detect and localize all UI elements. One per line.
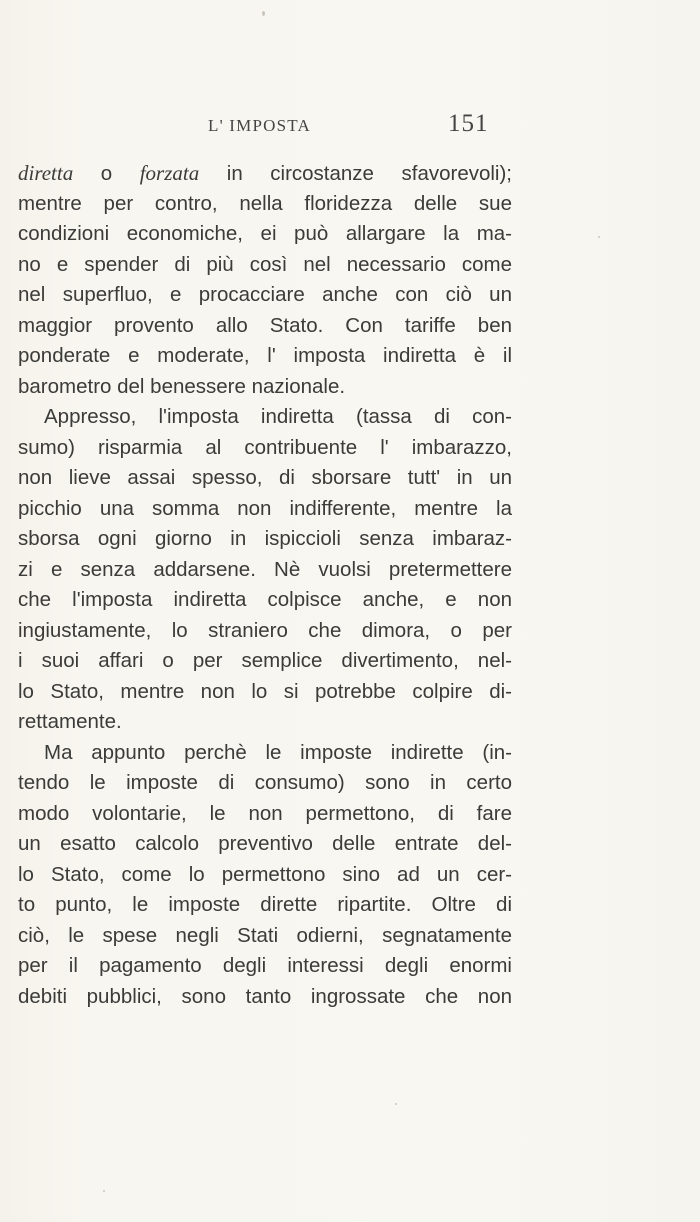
text-line [18,341,512,372]
text-line [18,494,512,525]
text-run: nel superfluo, e procacciare anche con ciò un [18,283,512,306]
text-line [18,890,512,921]
italic-word: forzata [139,161,200,185]
text-run: ingiustamente, lo straniero che dimora, o per [18,618,512,642]
text-run: zi e senza addarsene. Nè vuolsi pretermettere [18,557,512,581]
text-line [18,768,512,799]
text-line [18,250,512,281]
italic-word: diretta [18,161,74,185]
text-run: maggior provento allo Stato. Con tariffe ben [18,313,512,337]
text-run: rettamente. [18,710,122,733]
text-line [18,402,512,433]
text-run: to punto, le imposte dirette ripartite. Oltre di [18,893,512,916]
text-line [18,951,512,982]
text-run: per il pagamento degli interessi degli enormi [18,954,512,977]
text-run: Ma appunto perchè le imposte indirette (in- [44,740,512,764]
text-line [18,372,512,403]
body-text [18,158,512,1012]
text-run: debiti pubblici, sono tanto ingrossate che non [18,984,512,1008]
text-run: lo Stato, come lo permettono sino ad un cer- [18,862,512,886]
text-run: ciò, le spese negli Stati odierni, segnatamente [18,923,512,947]
text-run: che l'imposta indiretta colpisce anche, e non [18,588,512,611]
text-line [18,219,512,250]
text-run: sborsa ogni giorno in ispiccioli senza imbaraz- [18,527,512,550]
text-run: un esatto calcolo preventivo delle entrate del- [18,832,512,855]
paragraph [18,402,512,738]
paper-speck [598,236,600,238]
paragraph [18,158,512,402]
text-run: tendo le imposte di consumo) sono in certo [18,771,512,794]
text-line [18,646,512,677]
text-run: condizioni economiche, ei può allargare la ma- [18,222,512,245]
text-line [18,555,512,586]
text-run: barometro del benessere nazionale. [18,374,346,398]
text-run: lo Stato, mentre non lo si potrebbe colpire di- [18,679,512,703]
text-line [18,707,512,738]
text-line [18,158,512,189]
text-line [18,829,512,860]
text-line [18,311,512,342]
text-line [18,280,512,311]
text-run: Appresso, l'imposta indiretta (tassa di con- [44,405,512,428]
text-run: o [73,162,140,185]
text-run: in circostanze sfavorevoli); [199,162,513,185]
text-line [18,616,512,647]
text-line [18,921,512,952]
text-line [18,982,512,1013]
text-run: modo volontarie, le non permettono, di fare [18,801,512,825]
text-line [18,189,512,220]
text-run: sumo) risparmia al contribuente l' imbarazzo, [18,435,512,459]
text-line [18,738,512,769]
paper-speck [103,1190,105,1192]
text-run: no e spender di più così nel necessario come [18,252,512,276]
paper-speck [262,11,265,16]
paragraph [18,738,512,1013]
text-run: picchio una somma non indifferente, mentre la [18,496,512,520]
text-line [18,463,512,494]
page-number: 151 [448,110,489,137]
text-run: mentre per contro, nella floridezza delle sue [18,191,512,215]
paper-speck [395,1103,397,1105]
text-line [18,433,512,464]
text-line [18,524,512,555]
running-title: L' IMPOSTA [208,116,311,135]
text-line [18,585,512,616]
running-head [0,110,700,140]
text-line [18,677,512,708]
text-run: ponderate e moderate, l' imposta indiretta è il [18,344,512,367]
text-line [18,799,512,830]
text-line [18,860,512,891]
text-run: non lieve assai spesso, di sborsare tutt' in un [18,466,512,489]
text-run: i suoi affari o per semplice divertimento, nel- [18,649,512,672]
